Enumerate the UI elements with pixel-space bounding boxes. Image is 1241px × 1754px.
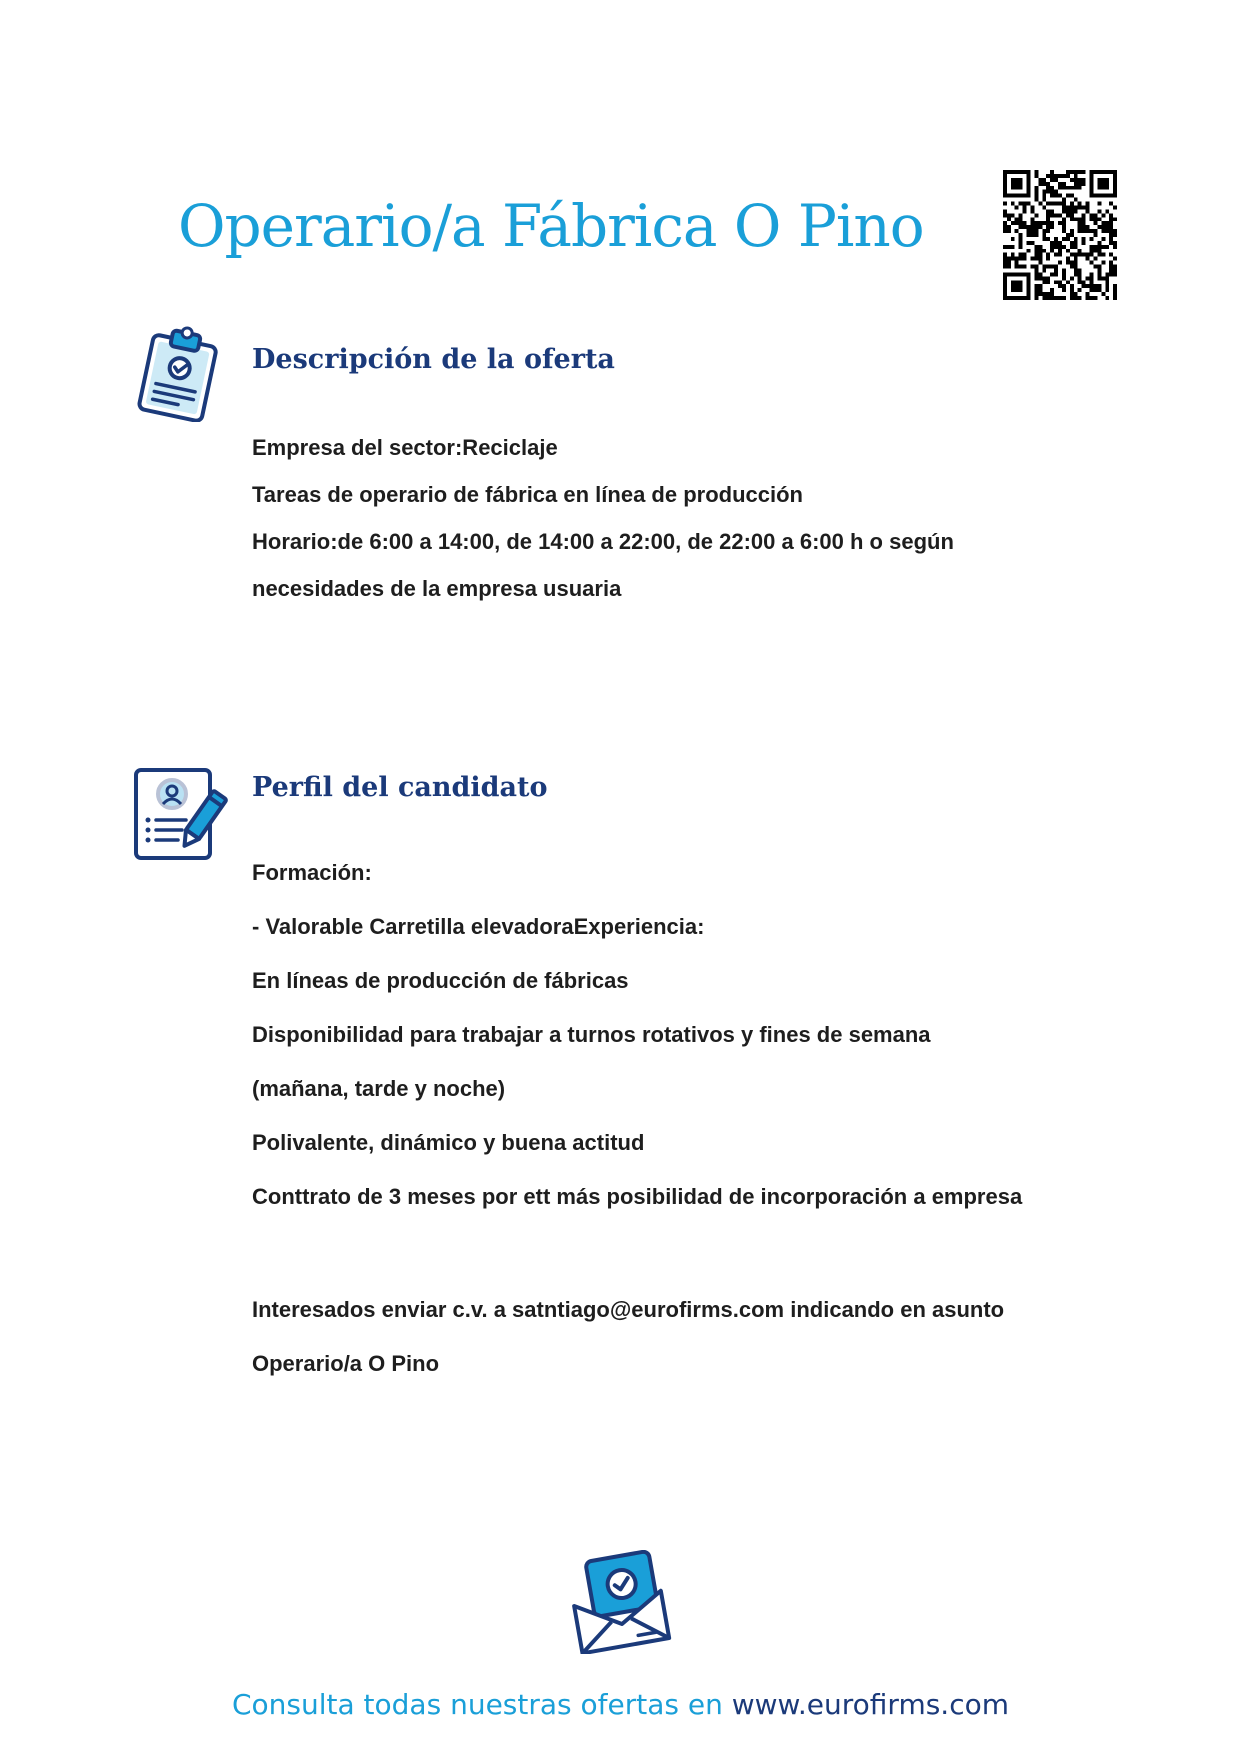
profile-line: Polivalente, dinámico y buena actitud [252,1130,645,1155]
description-line: necesidades de la empresa usuaria [252,576,622,601]
footer-text [0,1688,1241,1721]
profile-line: En líneas de producción de fábricas [252,968,629,993]
description-lines [252,424,954,612]
envelope-check-icon [570,1550,674,1654]
page-title: Operario/a Fábrica O Pino [178,192,924,260]
description-line: Horario:de 6:00 a 14:00, de 14:00 a 22:00, de 22:00 a 6:00 h o según [252,529,954,554]
description-line: Tareas de operario de fábrica en línea de producción [252,482,803,507]
footer-url-link[interactable]: www.eurofirms.com [731,1688,1010,1721]
section-heading-description: Descripción de la oferta [252,344,615,375]
footer-label: Consulta todas nuestras ofertas en [231,1688,732,1721]
profile-line: Formación: [252,860,372,885]
section-heading-profile: Perfil del candidato [252,772,548,803]
qr-code-icon[interactable] [1002,170,1118,300]
profile-line: (mañana, tarde y noche) [252,1076,506,1101]
clipboard-check-icon [132,322,224,422]
description-line: Empresa del sector:Reciclaje [252,435,558,460]
resume-pencil-icon [132,766,228,862]
profile-line: Disponibilidad para trabajar a turnos rotativos y fines de semana [252,1022,931,1047]
profile-line: Conttrato de 3 meses por ett más posibilidad de incorporación a empresa [252,1184,1023,1209]
profile-lines [252,846,1022,1224]
contact-line: Interesados enviar c.v. a satntiago@eurofirms.com indicando en asunto [252,1297,1005,1322]
profile-line: - Valorable Carretilla elevadoraExperiencia: [252,914,705,939]
contact-lines [252,1283,1004,1391]
contact-line: Operario/a O Pino [252,1351,440,1376]
